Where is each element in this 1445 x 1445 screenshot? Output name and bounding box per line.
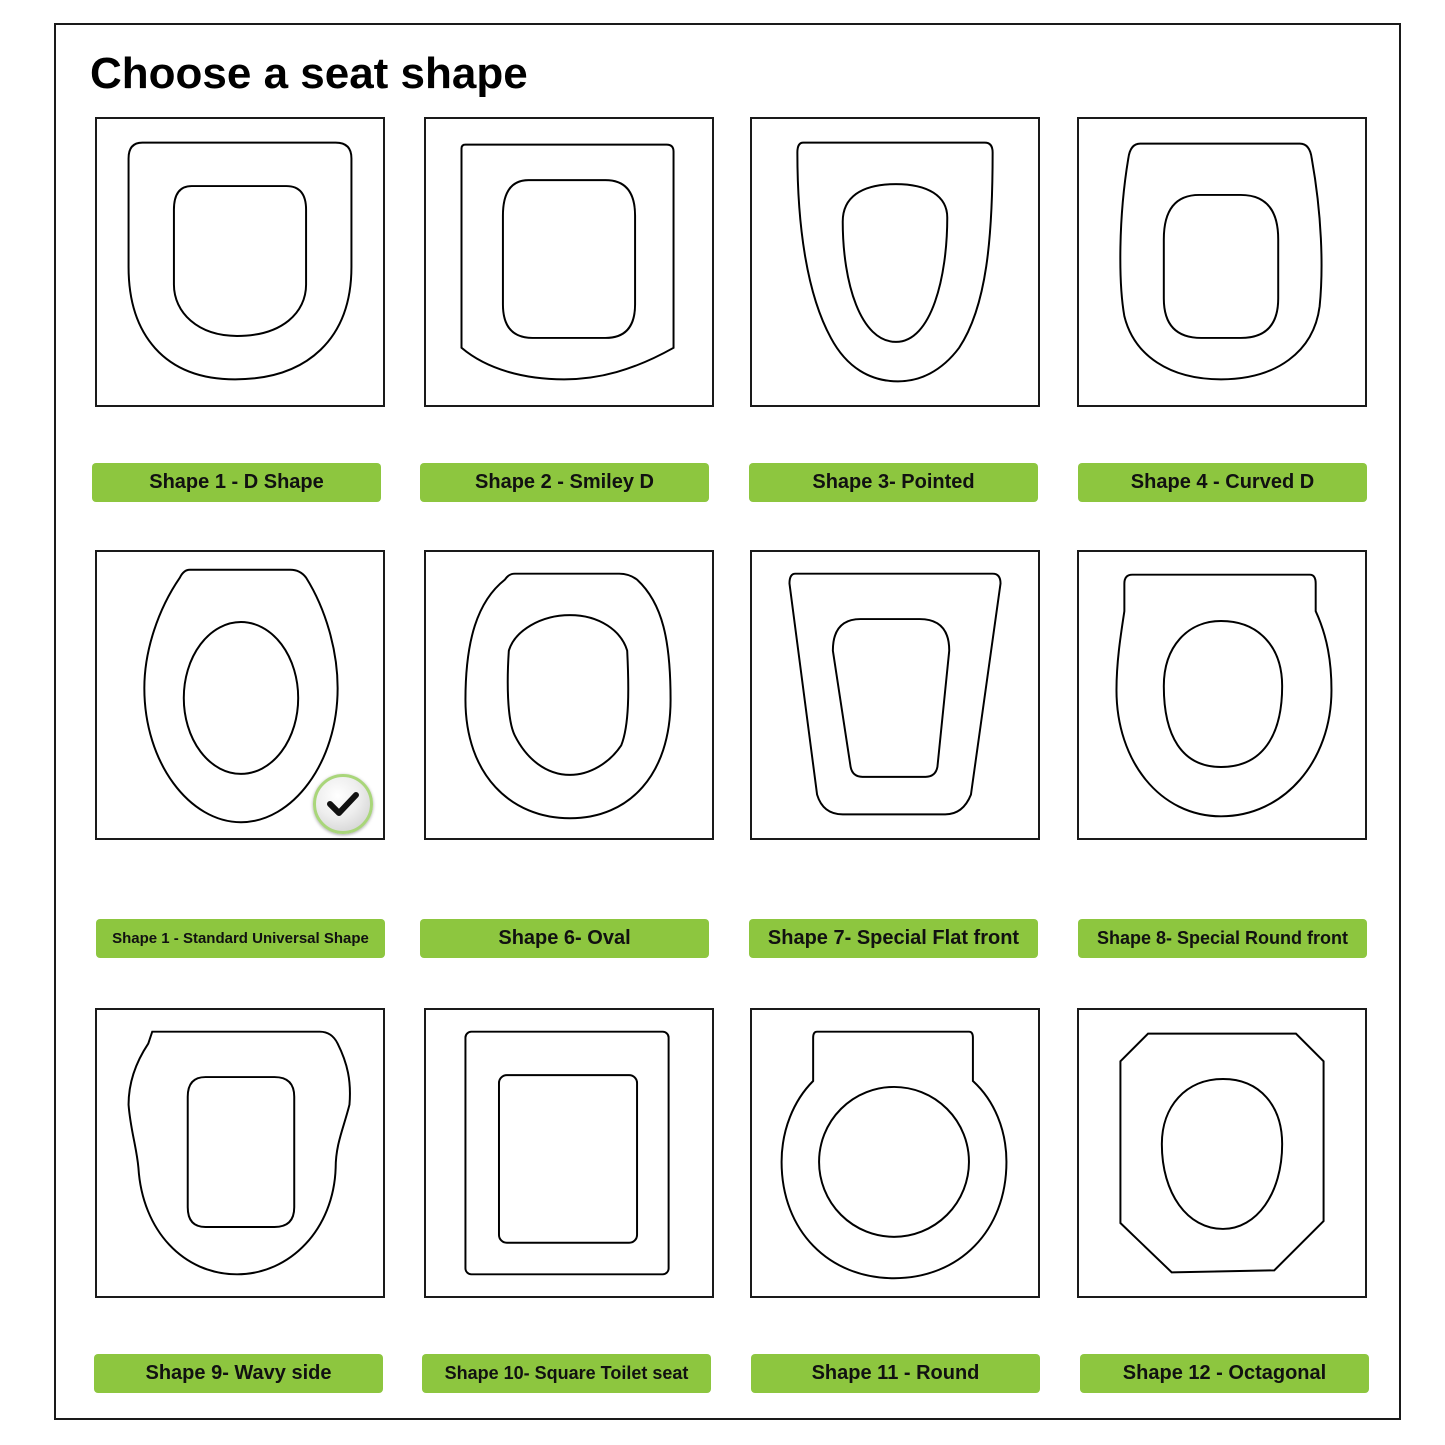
shape-label-12[interactable]: Shape 12 - Octagonal [1080, 1354, 1369, 1393]
shape-card-wavy-side[interactable] [95, 1008, 385, 1298]
shape-card-oval[interactable] [424, 550, 714, 840]
shape-card-square-toilet-seat[interactable] [424, 1008, 714, 1298]
round-outline-icon [752, 1010, 1038, 1296]
shape-card-standard-universal[interactable] [95, 550, 385, 840]
shape-card-round[interactable] [750, 1008, 1040, 1298]
smiley-d-outline-icon [426, 119, 712, 405]
shape-label-10[interactable]: Shape 10- Square Toilet seat [422, 1354, 711, 1393]
shape-label-4[interactable]: Shape 4 - Curved D [1078, 463, 1367, 502]
shape-label-7[interactable]: Shape 7- Special Flat front [749, 919, 1038, 958]
shape-label-9[interactable]: Shape 9- Wavy side [94, 1354, 383, 1393]
curved-d-outline-icon [1079, 119, 1365, 405]
selected-checkmark-badge [313, 774, 373, 834]
shape-card-special-flat-front[interactable] [750, 550, 1040, 840]
shape-card-d-shape[interactable] [95, 117, 385, 407]
shape-card-octagonal[interactable] [1077, 1008, 1367, 1298]
shape-label-6[interactable]: Shape 6- Oval [420, 919, 709, 958]
wavy-side-outline-icon [97, 1010, 383, 1296]
page-title: Choose a seat shape [90, 49, 528, 98]
shape-label-3[interactable]: Shape 3- Pointed [749, 463, 1038, 502]
special-flat-front-outline-icon [752, 552, 1038, 838]
square-toilet-seat-outline-icon [426, 1010, 712, 1296]
shape-card-curved-d[interactable] [1077, 117, 1367, 407]
octagonal-outline-icon [1079, 1010, 1365, 1296]
shape-card-special-round-front[interactable] [1077, 550, 1367, 840]
d-shape-outline-icon [97, 119, 383, 405]
shape-label-11[interactable]: Shape 11 - Round [751, 1354, 1040, 1393]
shape-label-2[interactable]: Shape 2 - Smiley D [420, 463, 709, 502]
shape-label-1[interactable]: Shape 1 - D Shape [92, 463, 381, 502]
shape-label-5[interactable]: Shape 1 - Standard Universal Shape [96, 919, 385, 958]
shape-card-pointed[interactable] [750, 117, 1040, 407]
shape-label-8[interactable]: Shape 8- Special Round front [1078, 919, 1367, 958]
pointed-outline-icon [752, 119, 1038, 405]
oval-outline-icon [426, 552, 712, 838]
checkmark-icon [316, 777, 370, 831]
special-round-front-outline-icon [1079, 552, 1365, 838]
shape-card-smiley-d[interactable] [424, 117, 714, 407]
